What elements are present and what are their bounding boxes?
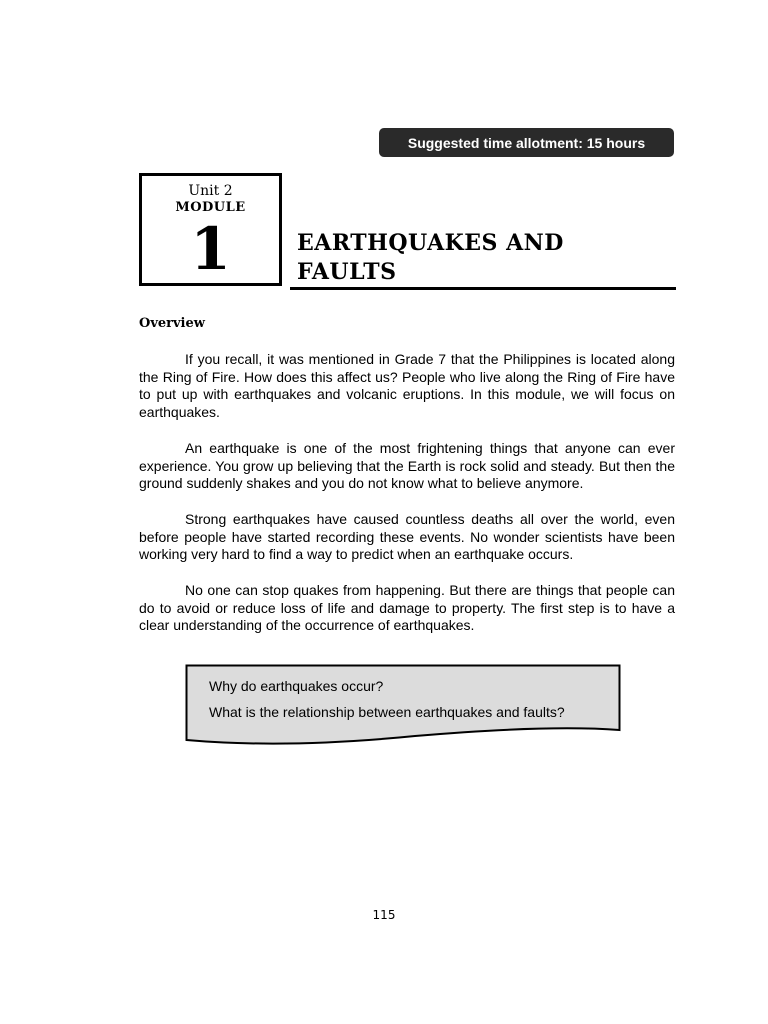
title-line-1: EARTHQUAKES AND [297,230,564,256]
unit-label: Unit 2 [188,183,233,199]
page-title [297,229,677,287]
question-1: Why do earthquakes occur? [209,678,384,694]
paragraph-4: No one can stop quakes from happening. But there are things that people can do to avoid or reduce loss of life and damage to property. The first step is to have a clear understanding of the occurrence of earthquakes. [139,582,675,634]
question-2: What is the relationship between earthquakes and faults? [209,704,565,720]
paragraph-1: If you recall, it was mentioned in Grade 7 that the Philippines is located along the Ring of Fire. How does this affect us? People who live along the Ring of Fire have to put up with earthquakes and volcanic eruptions. In this module, we will focus on earthquakes. [139,351,675,421]
guide-questions-box [185,664,621,748]
time-allotment-text: Suggested time allotment: 15 hours [407,134,646,151]
module-number: 1 [190,215,231,283]
overview-heading: Overview [139,316,205,331]
page-number: 115 [372,908,396,922]
title-underline [290,287,676,290]
time-allotment-badge [379,128,674,157]
title-line-2: FAULTS [297,259,397,285]
module-label: MODULE [175,200,246,215]
paragraph-2: An earthquake is one of the most frightening things that anyone can ever experience. You grow up believing that the Earth is rock solid and steady. But then the ground suddenly shakes and you do not know what to believe anymore. [139,440,675,492]
module-box [139,173,282,286]
paragraph-3: Strong earthquakes have caused countless deaths all over the world, even before people have started recording these events. No wonder scientists have been working very hard to find a way to predict when an earthquake occurs. [139,511,675,563]
